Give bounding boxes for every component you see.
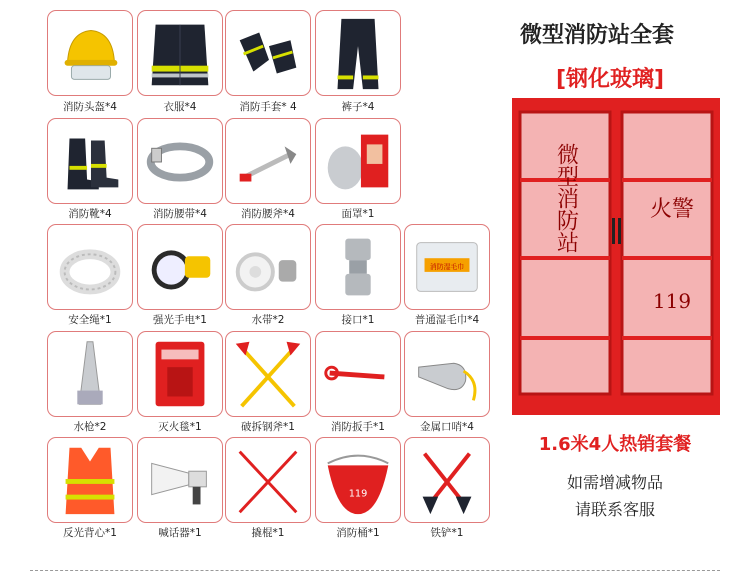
item-shovel[interactable] xyxy=(404,437,490,523)
item-gloves[interactable] xyxy=(225,10,311,96)
item-label: 灭火毯*1 xyxy=(158,421,202,433)
boots-icon xyxy=(48,119,132,203)
item-label: 消防手套* 4 xyxy=(239,101,297,113)
whistle-icon xyxy=(405,332,489,416)
cabinet-right-number: 119 xyxy=(652,289,692,313)
fire-blanket-icon xyxy=(138,332,222,416)
crowbar-icon xyxy=(226,438,310,522)
item-label: 撬棍*1 xyxy=(251,527,285,539)
item-belt[interactable] xyxy=(137,118,223,204)
item-boots[interactable] xyxy=(47,118,133,204)
item-jacket[interactable] xyxy=(137,10,223,96)
item-label: 安全绳*1 xyxy=(68,314,112,326)
mask-icon xyxy=(316,119,400,203)
page-title: 微型消防站全套 xyxy=(519,23,674,48)
sale-text: 1.6米4人热销套餐 xyxy=(538,434,692,455)
axe-icon xyxy=(226,119,310,203)
towel-pack-icon xyxy=(405,225,489,309)
item-label: 面罩*1 xyxy=(341,208,375,220)
item-rope[interactable] xyxy=(47,224,133,310)
belt-icon xyxy=(138,119,222,203)
cabinet-image xyxy=(512,98,720,415)
gloves-icon xyxy=(226,11,310,95)
megaphone-icon xyxy=(138,438,222,522)
item-fire-blanket[interactable] xyxy=(137,331,223,417)
item-label: 消防靴*4 xyxy=(68,208,112,220)
cabinet-right-text: 火警 xyxy=(649,197,695,222)
item-label: 接口*1 xyxy=(341,314,375,326)
helmet-icon xyxy=(48,11,132,95)
item-breaking-axe[interactable] xyxy=(225,331,311,417)
hose-icon xyxy=(226,225,310,309)
item-label: 普通湿毛巾*4 xyxy=(414,314,480,326)
wrench-icon xyxy=(316,332,400,416)
item-flashlight[interactable] xyxy=(137,224,223,310)
item-crowbar[interactable] xyxy=(225,437,311,523)
item-label: 消防腰带*4 xyxy=(153,208,207,220)
item-label: 衣服*4 xyxy=(163,101,197,113)
item-label: 金属口哨*4 xyxy=(420,421,474,433)
flashlight-icon xyxy=(138,225,222,309)
item-pants[interactable] xyxy=(315,10,401,96)
item-label: 消防头盔*4 xyxy=(63,101,117,113)
item-mask[interactable] xyxy=(315,118,401,204)
item-hose[interactable] xyxy=(225,224,311,310)
crossed-axes-icon xyxy=(226,332,310,416)
item-label: 消防腰斧*4 xyxy=(241,208,295,220)
note-line2: 请联系客服 xyxy=(574,500,655,519)
fire-bucket-icon xyxy=(316,438,400,522)
item-wrench[interactable] xyxy=(315,331,401,417)
note-line1: 如需增减物品 xyxy=(566,473,663,492)
item-megaphone[interactable] xyxy=(137,437,223,523)
item-helmet[interactable] xyxy=(47,10,133,96)
item-fire-bucket[interactable] xyxy=(315,437,401,523)
item-label: 反光背心*1 xyxy=(63,527,117,539)
item-label: 消防扳手*1 xyxy=(331,421,385,433)
item-label: 破拆钢斧*1 xyxy=(241,421,295,433)
towel-pack-text: 消防湿毛巾 xyxy=(429,262,465,271)
item-label: 水带*2 xyxy=(251,314,285,326)
crossed-shovels-icon xyxy=(405,438,489,522)
pants-icon xyxy=(316,11,400,95)
item-label: 喊话器*1 xyxy=(158,527,202,539)
item-nozzle[interactable] xyxy=(47,331,133,417)
item-connector[interactable] xyxy=(315,224,401,310)
item-label: 铁铲*1 xyxy=(430,527,464,539)
cabinet-left-text: 微型消防站 xyxy=(553,143,579,253)
item-label: 消防桶*1 xyxy=(336,527,380,539)
subtitle-tempered-glass: [钢化玻璃] xyxy=(555,67,665,92)
item-towel[interactable] xyxy=(404,224,490,310)
jacket-icon xyxy=(138,11,222,95)
nozzle-icon xyxy=(48,332,132,416)
item-waist-axe[interactable] xyxy=(225,118,311,204)
item-label: 强光手电*1 xyxy=(153,314,207,326)
item-label: 水枪*2 xyxy=(73,421,107,433)
item-whistle[interactable] xyxy=(404,331,490,417)
connector-icon xyxy=(316,225,400,309)
item-vest[interactable] xyxy=(47,437,133,523)
rope-icon xyxy=(48,225,132,309)
dashed-divider xyxy=(30,570,720,571)
bucket-text: 119 xyxy=(348,488,368,500)
item-label: 裤子*4 xyxy=(341,101,375,113)
vest-icon xyxy=(48,438,132,522)
